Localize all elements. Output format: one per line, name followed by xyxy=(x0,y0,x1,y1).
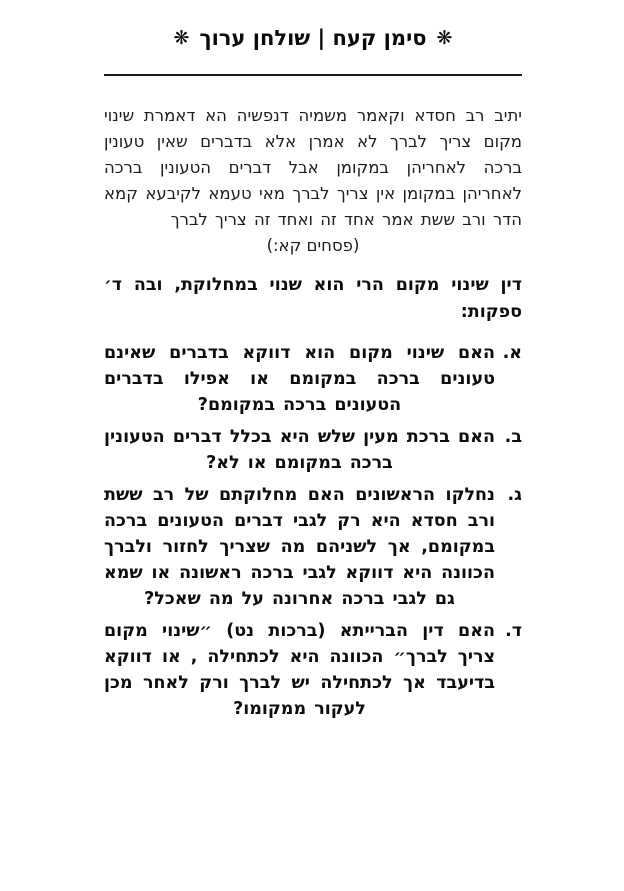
gemara-quote-paragraph: יתיב רב חסדא וקאמר משמיה דנפשיה הא דאמרת שינוי מקום צריך לברך לא אמרן אלא בדברים שאין טעונין ברכה לאחריהן במקומן אבל דברים הטעונין ברכה לאחריהן במקומן אין צריך לברך מאי טעמא לקיבעא קמא הדר ורב ששת אמר אחד זה ואחד זה צריך לברך xyxy=(104,106,522,229)
intro-paragraph: דין שינוי מקום הרי הוא שנוי במחלוקת, ובה ד׳ ספקות: xyxy=(104,275,522,322)
list-item xyxy=(104,424,522,476)
gemara-source-citation: (פסחים קא:) xyxy=(266,236,360,255)
pinwheel-ornament-icon: ❋ xyxy=(173,27,190,49)
question-text: האם שינוי מקום הוא דווקא בדברים שאינם טעונים ברכה במקומם או אפילו בדברים הטעונים ברכה במקומם? xyxy=(104,343,495,415)
question-text: נחלקו הראשונים האם מחלוקתם של רב ששת ורב חסדא היא רק לגבי דברים הטעונים ברכה במקומם, אך לשניהם מה שצריך לחזור ולברך הכוונה היא דווקא לגבי ברכה ראשונה או שמא גם לגבי ברכה אחרונה על מה שאכל? xyxy=(104,485,495,609)
list-item xyxy=(104,340,522,418)
pinwheel-ornament-icon: ❋ xyxy=(436,27,453,49)
title-divider-rule xyxy=(104,74,522,76)
question-letter: ג. xyxy=(507,485,522,505)
question-letter: ד. xyxy=(505,621,522,641)
question-letter: א. xyxy=(502,343,522,363)
question-text: האם דין הברייתא (ברכות נט) ״שינוי מקום צריך לברך״ הכוונה היא לכתחילה , או דווקא בדיעבד אך לכתחילה יש לברך ורק לאחר מכן לעקור ממקומו? xyxy=(104,621,495,719)
question-text: האם ברכת מעין שלש היא בכלל דברים הטעונין ברכה במקומם או לא? xyxy=(104,427,495,473)
page-title-text: סימן קעח | שולחן ערוך xyxy=(199,26,427,50)
page-title xyxy=(104,24,522,52)
question-letter: ב. xyxy=(504,427,522,447)
questions-list xyxy=(104,340,522,722)
list-item xyxy=(104,618,522,722)
list-item xyxy=(104,482,522,612)
